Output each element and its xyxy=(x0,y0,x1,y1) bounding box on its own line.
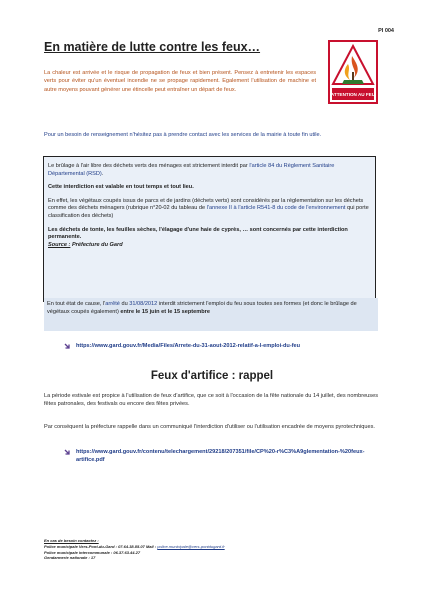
footer-email-link[interactable]: police.municipale@vers-pontdugard.fr xyxy=(157,543,225,549)
source-label: Source : xyxy=(48,241,71,248)
contact-paragraph: Pour un besoin de renseignement n'hésitez pas à prendre contact avec les services de la mairie à toute fin utile. xyxy=(44,132,322,138)
footer-gendarmerie: Gendarmerie nationale : 17 xyxy=(44,555,96,561)
regulation-p2: Cette interdiction est valable en tout temps et tout lieu. xyxy=(48,184,194,191)
intro-paragraph: La chaleur est arrivée et le risque de propagation de feux et bien présent. Pensez à entretenir les espaces verts pour éviter qu'un éventuel incendie ne se propage rapidement. Egalement l'utilisation de machine et autre moyens pouvant générer une étincelle peut entraîner un départ de feux. xyxy=(44,70,316,93)
arrete-link[interactable]: arrêté xyxy=(105,301,120,307)
regulation-box xyxy=(43,156,376,302)
footer-heading: En cas de besoin contactez : xyxy=(44,538,99,543)
regulation-source xyxy=(48,242,371,250)
prohibition-period: entre le 15 juin et le 15 septembre xyxy=(120,308,210,315)
arrete-url-link[interactable]: https://www.gard.gouv.fr/Media/Files/Arrete-du-31-aout-2012-relatif-a-l-emploi-du-feu xyxy=(76,343,301,349)
footer-police-vers-text: Police municipale Vers-Pont-du-Gard : 07.64.38.85.07 Mail : xyxy=(44,543,158,549)
arrow-bullet-icon xyxy=(64,449,72,457)
regulation-p3-text: En effet, les végétaux coupés issus de parcs et de jardins (déchets verts) sont considérés par la réglementation sur les déchets comme des déchets ménagers (rubrique n°20-02 du tableau de xyxy=(48,197,364,212)
notice-text-b: du xyxy=(119,301,130,307)
footer-police-vers xyxy=(44,544,225,550)
notice-text-c: interdit strictement l'emploi du feu sous toutes ses formes (et donc le brûlage de végétaux coupés également) xyxy=(47,301,357,315)
arrow-bullet-icon xyxy=(64,343,72,351)
page-title: En matière de lutte contre les feux… xyxy=(44,40,261,54)
regulation-p4: Les déchets de tonte, les feuilles sèches, l'élagage d'une haie de cyprès, … sont concernés par cette interdiction permanente. xyxy=(48,226,348,241)
fireworks-paragraph-2: Par conséquent la préfecture rappelle dans un communiqué l'interdiction d'utiliser ou l'utilisation encadrée de moyens pyrotechniques. xyxy=(44,424,375,430)
fireworks-section-title: Feux d'artifice : rappel xyxy=(150,370,274,382)
source-value: Préfecture du Gard xyxy=(70,241,123,248)
rsd-link[interactable]: l'article 84 du Règlement Sanitaire Départemental (RSD) xyxy=(48,163,335,177)
fireworks-url-link[interactable]: https://www.gard.gouv.fr/contenu/telechargement/29218/207351/file/CP%20-r%C3%A9glementation-%20feux-artifice.pdf xyxy=(76,449,365,464)
arrete-notice xyxy=(44,298,378,331)
arrete-url-row xyxy=(76,342,372,350)
notice-text-a: En tout état de cause, l' xyxy=(47,301,106,307)
footer-police-intercommunale: Police municipale intercommunale : 06.37.63.44.27 xyxy=(44,549,141,555)
fireworks-url-row xyxy=(76,448,372,464)
code-environnement-link[interactable]: l'annexe II à l'article R541-8 du code de l'environnement xyxy=(206,205,346,212)
regulation-p3-end: qui porte classification des déchets) xyxy=(48,205,369,219)
arrete-date: 31/08/2012 xyxy=(129,301,158,307)
regulation-p3 xyxy=(48,198,371,221)
regulation-p1-text: Le brûlage à l'air libre des déchets verts des ménages est strictement interdit par xyxy=(48,163,250,169)
fireworks-paragraph-1: La période estivale est propice à l'utilisation de feux d'artifice, que ce soit à l'occasion de la fête nationale du 14 juillet, des nombreuses fêtes patronales, des festivals ou encore des fêtes privées. xyxy=(44,393,378,408)
page-reference: PI 004 xyxy=(378,28,394,34)
regulation-p1 xyxy=(48,163,371,178)
logo-label: ATTENTION AU FEU xyxy=(330,92,376,97)
regulation-p1-end: . xyxy=(101,170,104,177)
attention-au-feu-logo xyxy=(328,40,378,104)
footer-contacts xyxy=(44,538,225,561)
